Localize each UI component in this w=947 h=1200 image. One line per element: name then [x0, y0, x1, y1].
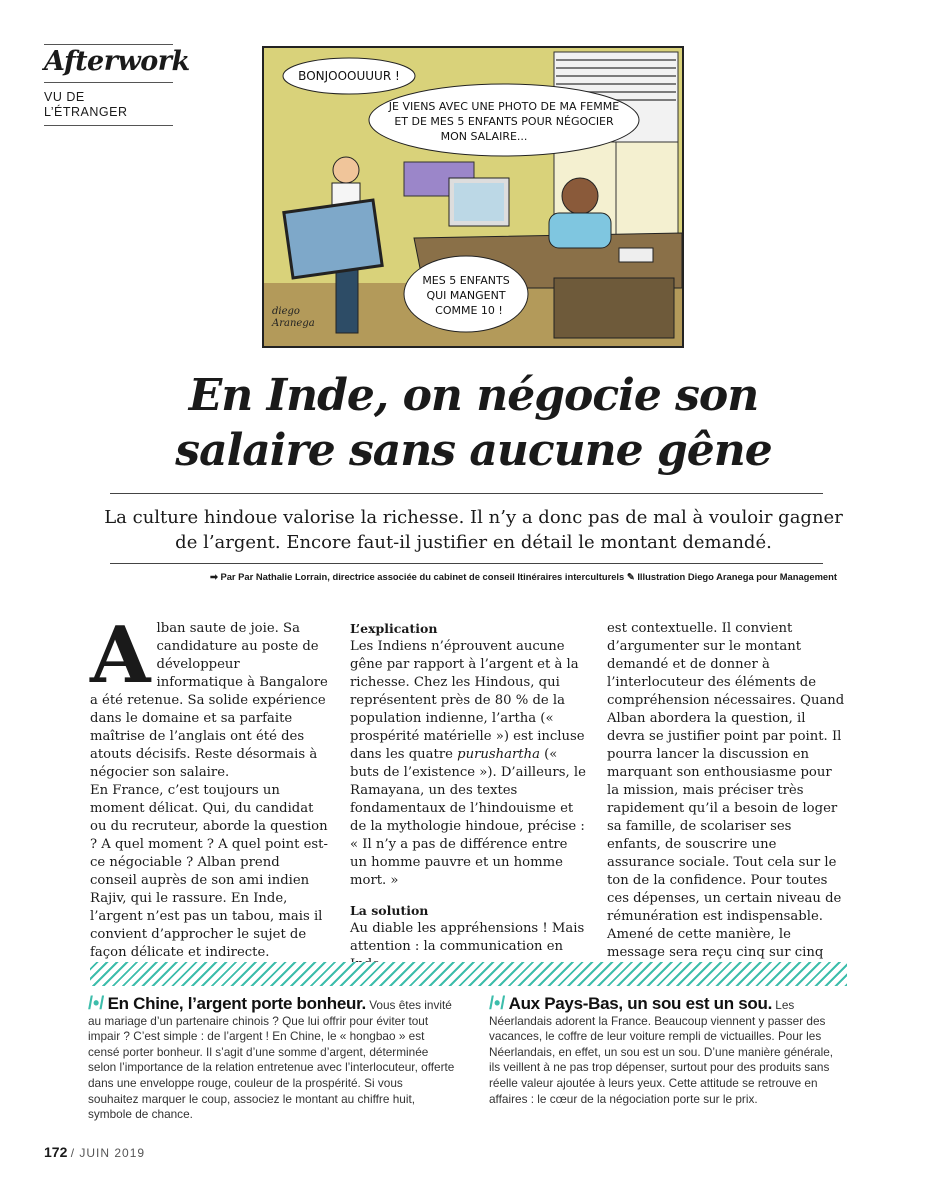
box-china-text: Vous êtes invité au mariage d’un partenaire chinois ? Que lui offrir pour éviter tout impair ? C’est simple : de l’argent ! En Chine, le « hongbao » est censé porter bonheur. Il s’agit d’une somme d’argent, déterminée selon l’importance de la relation entretenue avec l’interlocuteur, offerte dans une enveloppe rouge, couleur de la prospérité. Si vous souhaitez marquer le coup, associez le montant au chiffre huit, symbole de chance. — [88, 998, 455, 1122]
sidebar-box-china — [88, 993, 456, 1123]
page-footer — [44, 1144, 145, 1160]
article-paragraph-3-part2: (« buts de l’existence »). D’ailleurs, le Ramayana, un des textes fondamentaux de l’hindouisme et de la mythologie hindoue, précise : « Il n’y a pas de différence entre un homme pauvre et un homme mort. » — [350, 747, 586, 888]
sidebar-box-netherlands — [489, 993, 847, 1107]
box-netherlands-symbol-icon: /•/ — [489, 993, 506, 1013]
headline — [60, 368, 887, 478]
article-column-2 — [350, 620, 588, 974]
cartoon-bubble-2-line3: MON SALAIRE... — [440, 130, 528, 143]
illustration-credit: ✎ Illustration Diego Aranega pour Management — [626, 571, 837, 582]
article-paragraph-4-start: Au diable les appréhensions ! Mais attention : la communication en — [350, 921, 585, 954]
rubric-subtitle — [44, 90, 128, 120]
article-paragraph-4-text: est contextuelle. Il convient d’argumenter sur le montant demandé et de donner à l’interlocuteur des éléments de compréhension nécessaires. Quand Alban abordera la question, il devra se justifier point par point. Il pourra lancer la discussion en marquant son enthousiasme pour la mission, mais préciser très rapidement qu’il a besoin de loger sa famille, de scolariser ses enfants, de souscrire une assurance sociale. Tout cela sur le ton de la confidence. Pour toutes ces dépenses, un certain niveau de rémunération est indispensable. Amené de cette manière, le message sera reçu cinq sur cinq — [607, 621, 845, 960]
hatched-separator — [90, 962, 847, 986]
box-china-title: En Chine, l’argent porte bonheur. — [107, 994, 366, 1013]
cartoon-bubble-3-line3: COMME 10 ! — [435, 304, 503, 317]
cartoon-bubble-2-line2: ET DE MES 5 ENFANTS POUR NÉGOCIER — [394, 115, 614, 128]
article-column-1 — [90, 610, 328, 962]
article-column-3 — [607, 620, 847, 980]
article-paragraph-2: En France, c’est toujours un moment délicat. Qui, du candidat ou du recruteur, aborde la question ? A quel moment ? A quel point est-ce négociable ? Alban prend conseil auprès de son ami indien Rajiv, qui le rassure. En Inde, l’argent n’est pas un tabou, mais il convient d’approcher le sujet de façon délicate et indirecte. — [90, 783, 328, 960]
headline-line1: En Inde, on négocie son — [188, 370, 759, 421]
issue-date: / JUIN 2019 — [70, 1146, 146, 1160]
article-paragraph-4-end — [607, 620, 847, 980]
rubric-subtitle-line1: VU DE — [44, 90, 85, 104]
box-china-symbol-icon: /•/ — [88, 993, 105, 1013]
cartoon-drawing — [264, 48, 682, 346]
standfirst: La culture hindoue valorise la richesse. Il n’y a donc pas de mal à vouloir gagner de l’argent. Encore faut-il justifier en détail le montant demandé. — [104, 507, 843, 553]
cartoon-signature-line2: Aranega — [272, 318, 315, 329]
cartoon-bubble-1: BONJOOOUUUR ! — [298, 69, 400, 83]
article-paragraph-3 — [350, 638, 588, 890]
credits-line — [90, 571, 837, 583]
cartoon-illustration — [262, 46, 684, 348]
standfirst-bottom-rule — [110, 563, 823, 564]
box-netherlands-title: Aux Pays-Bas, un sou est un sou. — [508, 994, 772, 1013]
cartoon-bubble-3-line1: MES 5 ENFANTS — [422, 274, 510, 287]
rubric-top-rule — [44, 44, 173, 45]
box-netherlands-text: Les Néerlandais adorent la France. Beaucoup viennent y passer des vacances, le coffre de leur voiture rempli de victuailles. Pour les Néerlandais, en effet, un sou est un sou. D’une manière générale, ils veillent à ne pas trop dépenser, surtout pour des produits sans réelle valeur ajoutée à leurs yeux. Cette attitude se retrouve en affaires : le cœur de la négociation porte sur le prix. — [489, 998, 834, 1106]
article-paragraph-3-part1: Les Indiens n’éprouvent aucune gêne par rapport à l’argent et à la richesse. Chez les Hindous, qui représentent près de 80 % de la population indienne, l’artha (« prospérité matérielle ») est incluse dans les quatre — [350, 639, 585, 762]
standfirst-top-rule — [110, 493, 823, 494]
article-paragraph-1: lban saute de joie. Sa candidature au poste de développeur informatique à Bangalore a été retenue. Sa solide expérience dans le domaine et sa parfaite maîtrise de l’anglais ont été des atouts décisifs. Reste désormais à négocier son salaire. — [90, 621, 328, 780]
drop-cap: A — [90, 610, 151, 701]
rubric-bottom-rule — [44, 125, 173, 126]
rubric-subtitle-line2: L’ÉTRANGER — [44, 105, 128, 119]
subhead-solution: La solution — [350, 903, 429, 918]
cartoon-bubble-2-line1: JE VIENS AVEC UNE PHOTO DE MA FEMME — [388, 100, 620, 113]
author-credit: ➡ Par Par Nathalie Lorrain, directrice associée du cabinet de conseil Itinéraires interculturels — [209, 571, 625, 582]
page-number: 172 — [44, 1144, 68, 1160]
cartoon-signature-line1: diego — [272, 306, 300, 317]
article-paragraph-3-italic: purushartha — [457, 747, 540, 762]
cartoon-bubble-3-line2: QUI MANGENT — [426, 289, 506, 302]
rubric-mid-rule — [44, 82, 173, 83]
subhead-explication: L’explication — [350, 621, 438, 636]
headline-line2: salaire sans aucune gêne — [175, 425, 772, 476]
rubric-title: Afterwork — [44, 46, 190, 77]
